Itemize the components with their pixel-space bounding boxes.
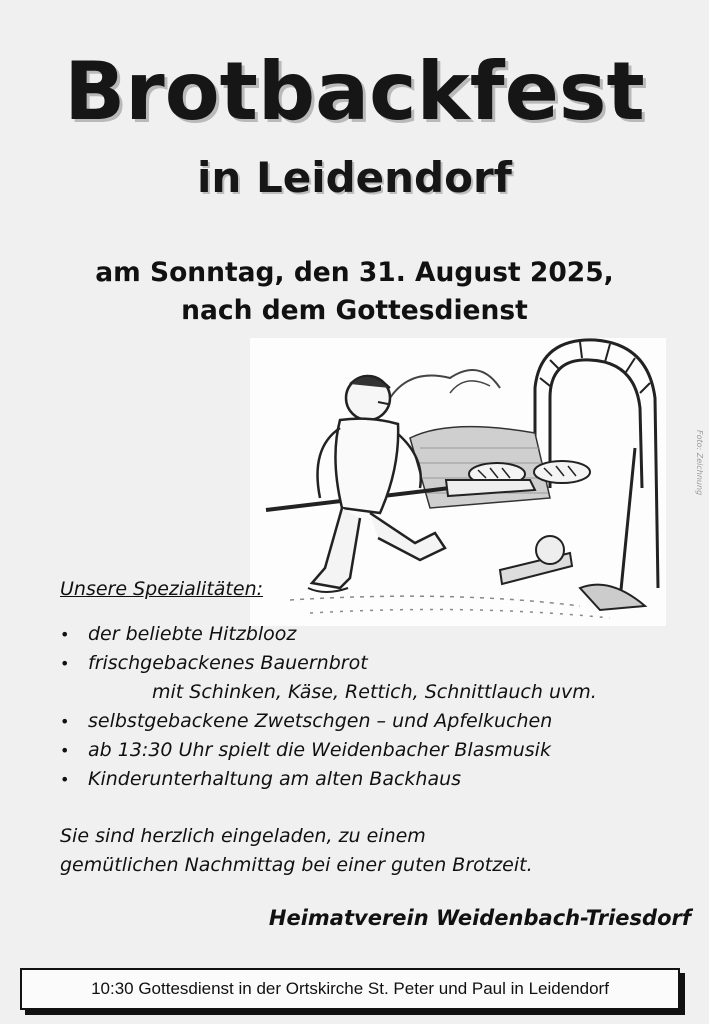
baker-oven-icon — [250, 338, 666, 626]
list-item-text: der beliebte Hitzblooz — [88, 623, 297, 645]
organizer-name: Heimatverein Weidenbach-Triesdorf — [268, 906, 691, 930]
poster-subtitle: in Leidendorf — [197, 153, 512, 202]
illustration-credit: Foto: Zeichnung — [695, 430, 704, 496]
event-date — [0, 254, 709, 330]
list-item-subtext: mit Schinken, Käse, Rettich, Schnittlauch uvm. — [152, 681, 597, 703]
list-item-text: selbstgebackene Zwetschgen – und Apfelkuchen — [88, 710, 553, 732]
bullet-icon: • — [60, 625, 70, 644]
bullet-icon: • — [60, 654, 70, 673]
event-date-line2: nach dem Gottesdienst — [181, 295, 528, 326]
service-info-box — [20, 968, 680, 1010]
list-item — [56, 736, 696, 765]
baker-illustration — [250, 338, 666, 626]
event-date-line1: am Sonntag, den 31. August 2025, — [95, 257, 614, 288]
invitation-line1: Sie sind herzlich eingeladen, zu einem — [60, 825, 426, 847]
list-item — [56, 707, 696, 736]
specialties-heading: Unsere Spezialitäten: — [60, 578, 264, 600]
bullet-icon: • — [60, 712, 70, 731]
list-item-text: frischgebackenes Bauernbrot — [88, 652, 368, 674]
list-item-text: ab 13:30 Uhr spielt die Weidenbacher Blasmusik — [88, 739, 551, 761]
invitation-text — [60, 822, 680, 880]
list-item — [56, 649, 696, 707]
poster-title: Brotbackfest — [64, 45, 645, 138]
specialties-list — [56, 620, 696, 794]
list-item — [56, 620, 696, 649]
bullet-icon: • — [60, 770, 70, 789]
list-item-text: Kinderunterhaltung am alten Backhaus — [88, 768, 462, 790]
invitation-line2: gemütlichen Nachmittag bei einer guten Brotzeit. — [60, 854, 533, 876]
list-item — [56, 765, 696, 794]
bullet-icon: • — [60, 741, 70, 760]
service-info-text: 10:30 Gottesdienst in der Ortskirche St. Peter und Paul in Leidendorf — [91, 979, 609, 998]
